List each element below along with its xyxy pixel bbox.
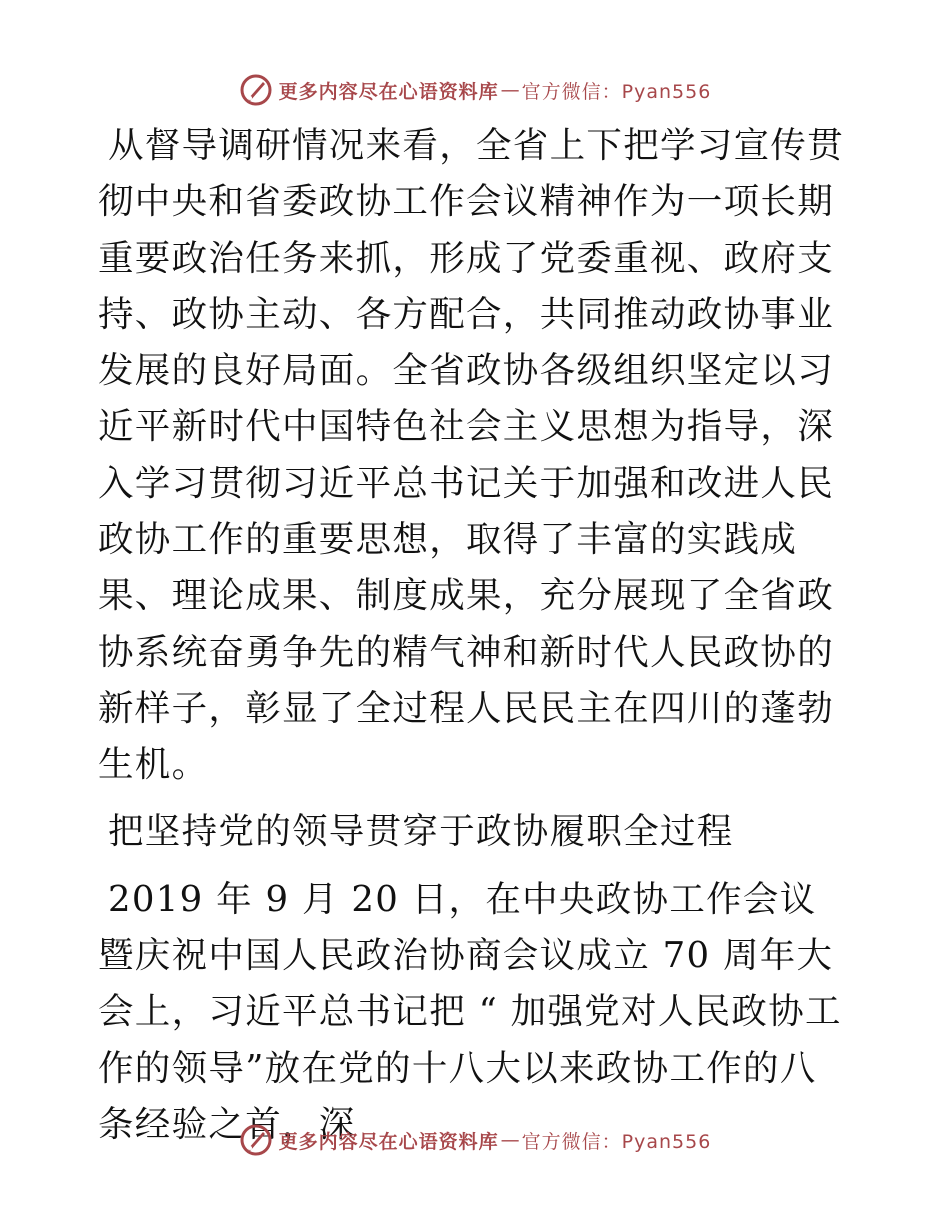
section-heading: 把坚持党的领导贯穿于政协履职全过程 <box>108 810 734 852</box>
header-banner <box>0 70 950 110</box>
banner-main-text: 更多内容尽在心语资料库 <box>278 80 499 103</box>
banner-separator: — <box>500 79 520 101</box>
banner-wechat-text: 官方微信：Pyan556 <box>521 1130 712 1153</box>
quill-pen-seal-icon <box>239 1123 273 1157</box>
quill-pen-seal-icon <box>239 73 273 107</box>
banner-wechat-text: 官方微信：Pyan556 <box>521 80 712 103</box>
paragraph-2: 2019 年 9 月 20 日，在中央政协工作会议暨庆祝中国人民政治协商会议成立 70 周年大会上，习近平总书记把 “ 加强党对人民政协工作的领导”放在党的十八大以来政协工作的八条经验之首，深 <box>98 878 842 1146</box>
banner-main-text: 更多内容尽在心语资料库 <box>278 1130 499 1153</box>
footer-banner <box>0 1120 950 1160</box>
document-body <box>98 118 850 1153</box>
paragraph-1: 从督导调研情况来看，全省上下把学习宣传贯彻中央和省委政协工作会议精神作为一项长期重要政治任务来抓，形成了党委重视、政府支持、政协主动、各方配合，共同推动政协事业发展的良好局面。全省政协各级组织坚定以习近平新时代中国特色社会主义思想为指导，深入学习贯彻习近平总书记关于加强和改进人民政协工作的重要思想，取得了丰富的实践成果、理论成果、制度成果，充分展现了全省政协系统奋勇争先的精气神和新时代人民政协的新样子，彰显了全过程人民民主在四川的蓬勃生机。 <box>98 125 845 786</box>
banner-separator: — <box>500 1129 520 1151</box>
